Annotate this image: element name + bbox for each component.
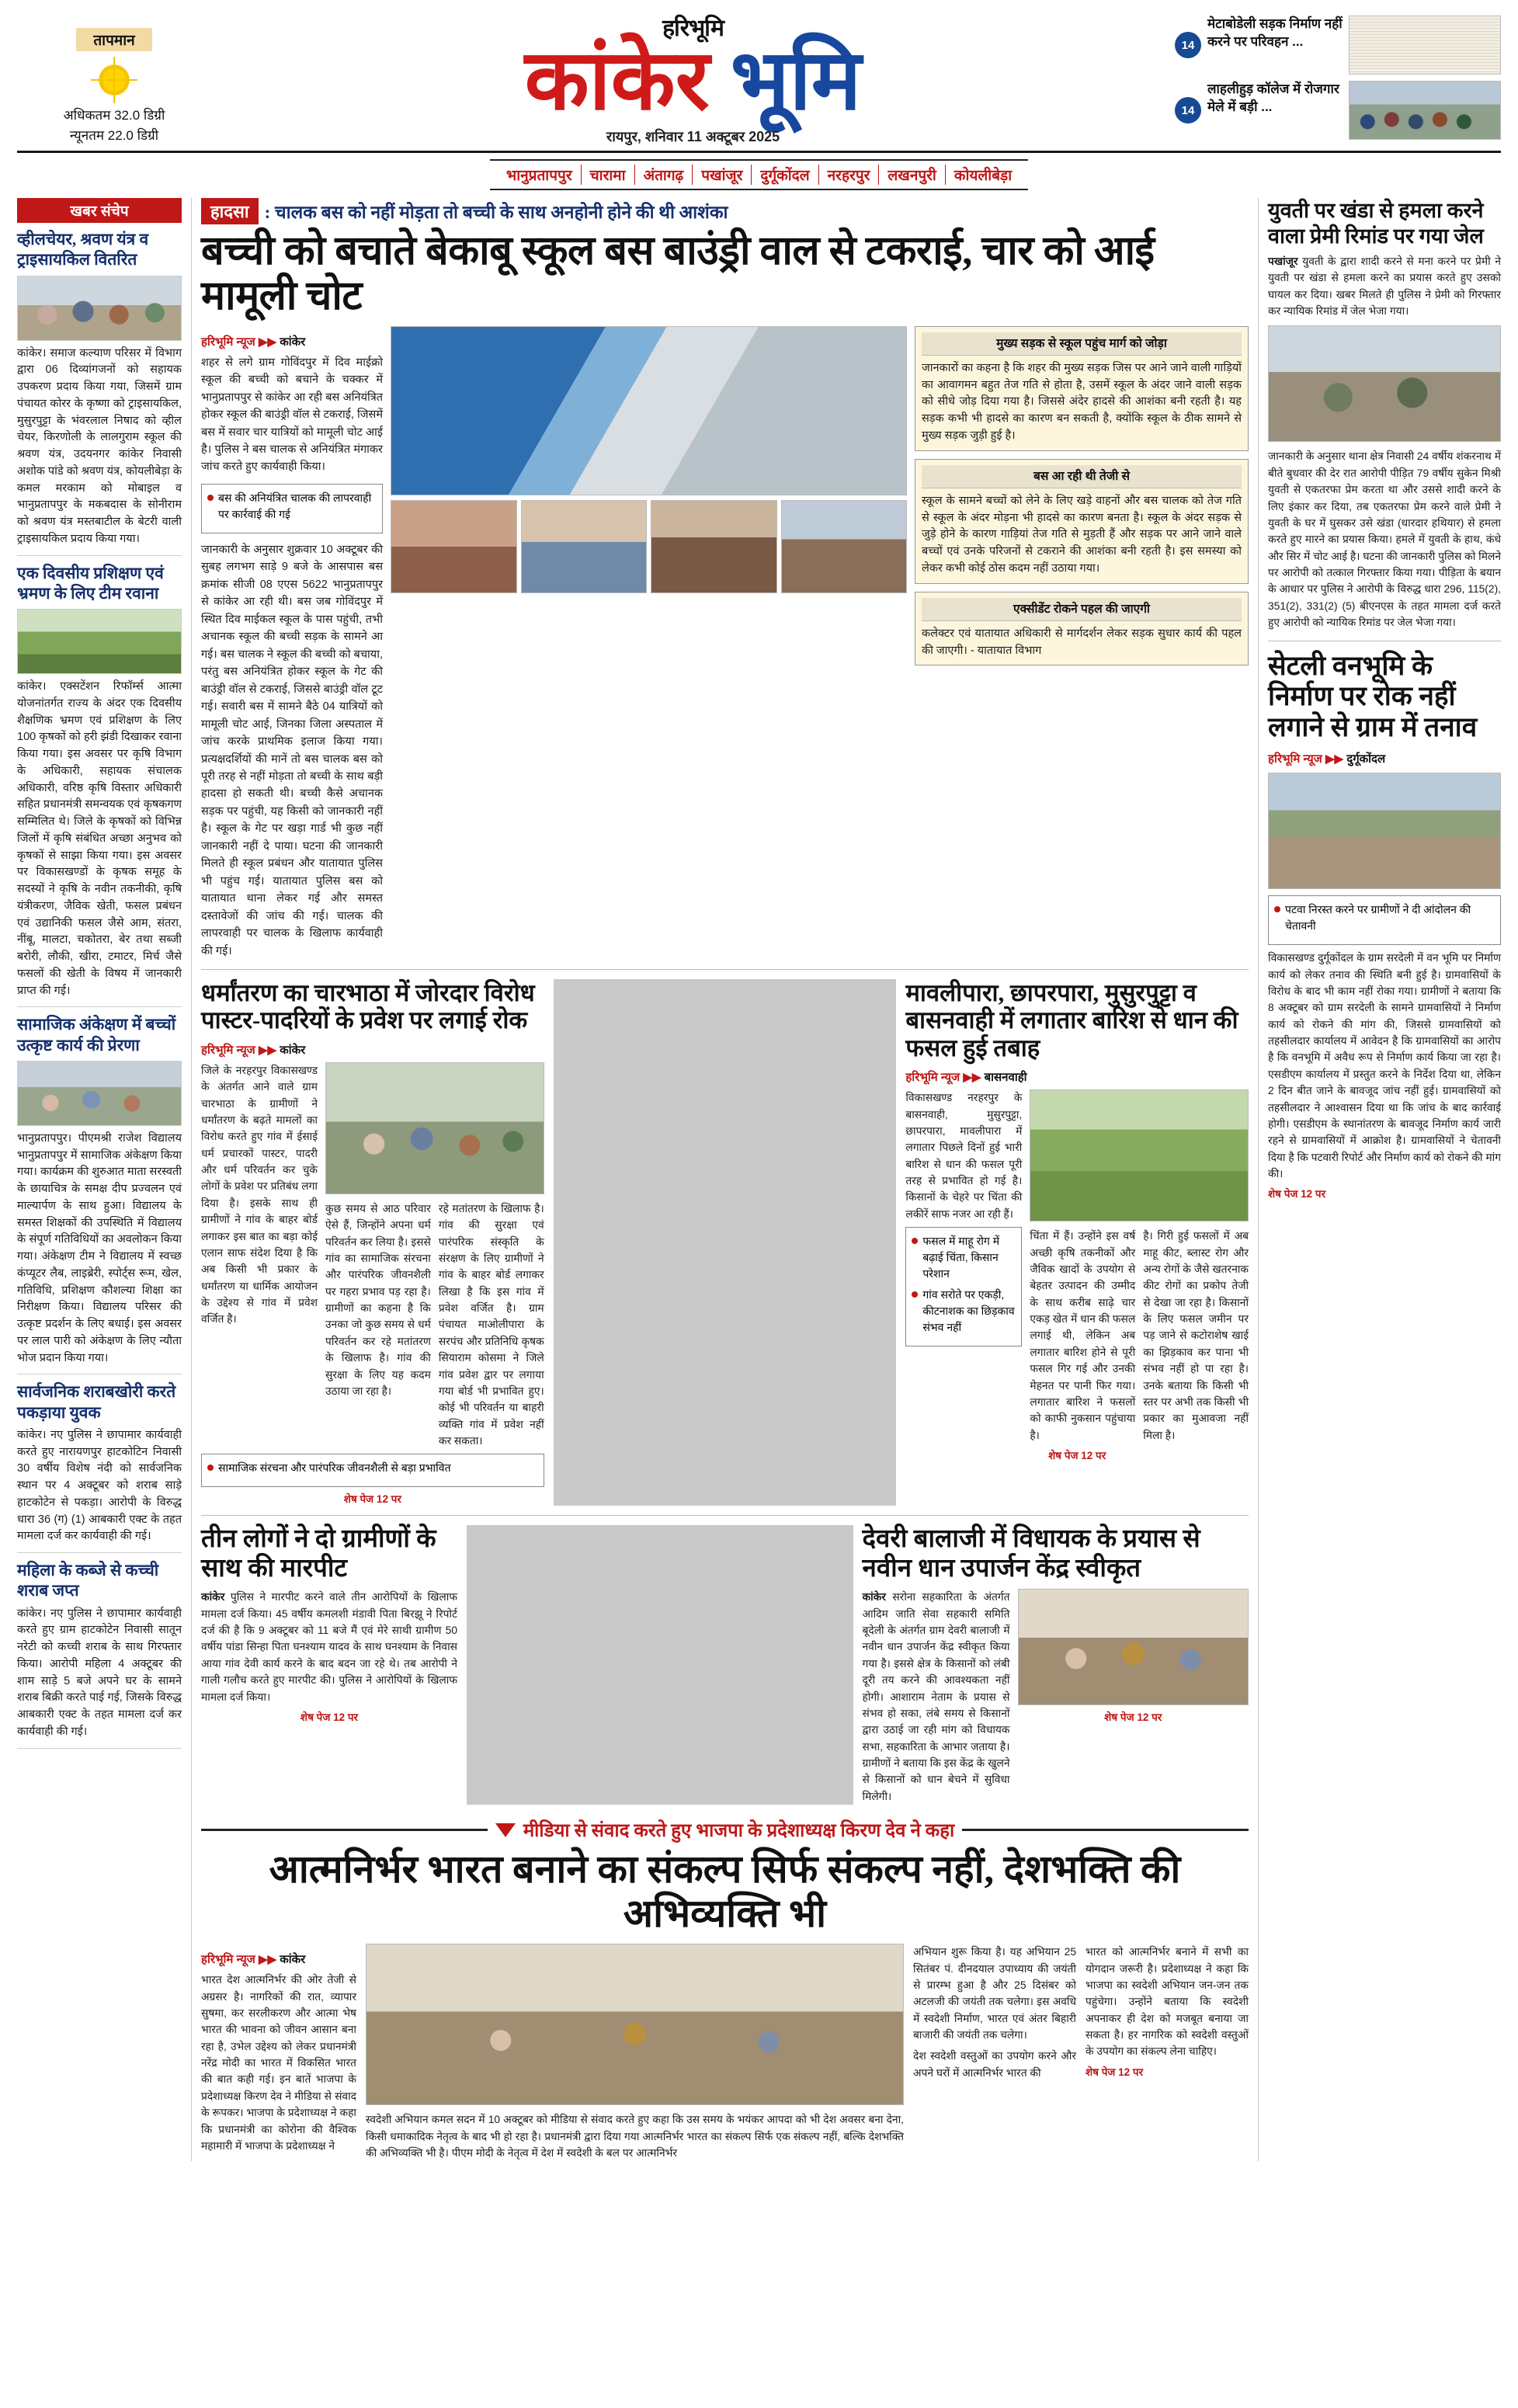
banner-body-col3: देश स्वदेशी वस्तुओं का उपयोग करने और अपने घरों में आत्मनिर्भर भारत की: [913, 2050, 1076, 2079]
byline-place: बासनवाही: [984, 1071, 1027, 1085]
story-body: विकासखण्ड दुर्गूकोंदल के ग्राम सरदेली में वन भूमि पर निर्माण कार्य को लेकर तनाव की स्थिति बनी हुई है। ग्रामवासियों के विरोध के बाद भी काम नहीं रोका गया। ग्रामीणों ने बताया कि 8 अक्टूबर को ग्राम सरदेली के सामने ग्रामवासियों ने निर्माण कार्य को रोकने की मांग की, जिससे ग्रामवासियों को तहसीलदार कार्यालय में आवेदन है कि ग्रामवासियों का आरोप है कि वनभूमि में अवैध रूप से निर्माण कार्य किया जा रहा है। एसडीएम कार्यालय में प्रस्तुत करने के निर्देश दिया था, लेकिन 2 दिन बीत जाने के बावजूद जांच नहीं हुई। ग्रामवासियों को तहसीलदार ने आश्वासन दिया था कि जांच के बाद कार्रवाई होगी। एसडीएम के स्थानांतरण के बावजूद निर्माण कार्य जारी रहने से ग्रामवासियों में आक्रोश है। ग्रामवासियों ने चेतावनी दिया है कि पटवारी रिपोर्ट और निर्माण कार्य को रोकने की मांग की।: [1268, 952, 1501, 1180]
banner-headline: आत्मनिर्भर भारत बनाने का संकल्प सिर्फ संकल्प नहीं, देशभक्ति की अभिव्यक्ति भी: [269, 1847, 1181, 1936]
bullet-dot-icon: [1274, 906, 1280, 912]
byline: [201, 334, 383, 349]
temperature-widget: [17, 14, 211, 145]
side-box-body: जानकारों का कहना है कि शहर की मुख्य सड़क जिस पर आने जाने वाली गाड़ियों का आवागमन बहुत तेज गति से होता है, उसमें स्कूल के अंदर जाने वाली सड़क को सीधे जोड़ दिया गया है। जिससे अंदेर हादसे की आशंका बनी रहती है। यह सड़क कभी भी हादसे का कारण बन सकती है, क्योंकि स्कूल के ठीक सामने से मुख्य सड़क जुड़ी हुई है।: [922, 361, 1242, 442]
story-paddy-damage: [905, 979, 1249, 1506]
story-text: सरोना सहकारिता के अंतर्गत आदिम जाति सेवा सहकारी समिति बूदेली के अंतर्गत ग्राम देवरी बालाजी में नवीन धान उपार्जन केंद्र स्वीकृत किया गया है। इससे क्षेत्र के किसानों को लंबी दूरी तय करने की आवश्यकता नहीं होगी। आशाराम नेताम के प्रयास से संभव हो सका, लंबे समय से किसानों द्वारा उठाई जा रही मांग को विधायक सभा, सहकारिता के आभार जताया है। ग्रामीणों ने बताया कि इस केंद्र के खुलने से किसानों को धान बेचने में सुविधा मिलेगी।: [862, 1591, 1010, 1802]
banner-text: मीडिया से संवाद करते हुए भाजपा के प्रदेशाध्यक्ष किरण देव ने कहा: [523, 1821, 955, 1842]
masthead: [17, 14, 1501, 153]
brief-title: महिला के कब्जे से कच्ची शराब जप्त: [17, 1561, 159, 1600]
story-body-right: रहे मतांतरण के खिलाफ है। गांव की सुरक्षा एवं पारंपरिक संस्कृति के संरक्षण के लिए ग्रामीणों ने गांव के बाहर बोर्ड लगाकर लिखा है कि इस गांव में प्रवेश वर्जित है। ग्राम पंचायत माओलीपारा के सरपंच और प्रतिनिधि कृषक सियाराम कोसमा ने जिले गांव प्रवेश द्वार पर लगाया गया बोर्ड भी प्रभावित हुए। कोई भी परिवर्तन या बाहरी व्यक्ति गांव में प्रवेश नहीं कर सकता।: [438, 1202, 544, 1447]
edition-item[interactable]: लखनपुरी: [879, 165, 945, 185]
story-procurement-center: [863, 1525, 1249, 1805]
edition-item[interactable]: दुर्गूकोंदल: [752, 165, 818, 185]
promo-item[interactable]: [1175, 16, 1501, 75]
story-forest-land-tension: [1268, 651, 1501, 1201]
lead-bullet-box: [201, 484, 383, 533]
brief-item[interactable]: [17, 1381, 182, 1553]
brief-body: भानुप्रतापपुर। पीएमश्री राजेश विद्यालय भानुप्रतापपुर में सामाजिक अंकेक्षण किया गया। कार्यक्रम की शुरुआत माता सरस्वती के छायाचित्र के समक्ष दीप प्रज्वलन एवं माल्यार्पण के साथ हुआ। विद्यालय के समस्त शिक्षकों की उपस्थिति में विद्यालय के संपूर्ण गतिविधियों का अवलोकन किया गया। अंकेक्षण टीम ने विद्यालय में स्वच्छ कंप्यूटर लैब, लाइब्रेरी, स्पोर्ट्स रूम, खेल, गतिविधि, प्रशिक्षण कौशल्या शिक्षा का निरीक्षण किया। विद्यालय परिसर की उत्कृष्ट प्रदर्शन के लिए बधाई। इस अवसर पर लाल पारी को अंकेक्षण के लिए न्यौता भोज प्रदान किया गया।: [17, 1131, 182, 1364]
page-number-badge: 14: [1175, 97, 1201, 123]
page-number-badge: 14: [1175, 32, 1201, 58]
story-place: कांकेर: [862, 1591, 886, 1604]
bullet-text: गांव सरोते पर एकड़ी, कीटनाशक का छिड़काव संभव नहीं: [922, 1288, 1015, 1334]
lead-intro: शहर से लगे ग्राम गोविंदपुर में दिव माईक्रो स्कूल की बच्ची को बचाने के चक्कर में भानुप्रतापपुर से कांकेर आ रही बस अनियंत्रित होकर स्कूल की बाउंड्री वॉल से टकराई, जिसमें बस में सवार चार यात्रियों को मामूली चोट आई है। पुलिस ने बस चालक से अनियंत्रित मंगाकर जांच करते हुए कार्यवाही किया।: [201, 356, 383, 474]
temperature-max: अधिकतम 32.0 डिग्री: [63, 108, 165, 123]
edition-strip: [17, 159, 1501, 190]
byline-paper: हरिभूमि न्यूज: [201, 1043, 255, 1057]
byline-place: कांकेर: [280, 1953, 306, 1967]
bullet-dot-icon: [207, 1465, 214, 1471]
jump-line[interactable]: शेष पेज 12 पर: [1048, 1450, 1106, 1462]
banner-body-col5: भारत को आत्मनिर्भर बनाने में सभी का योगदान जरूरी है। प्रदेशाध्यक्ष ने कहा कि भाजपा का स्वदेशी अभियान जन-जन तक पहुंचेगा। उन्होंने बताया कि स्वदेशी अपनाकर ही देश को मजबूत बनाया जा सकता है। हर नागरिक को स्वदेशी वस्तुओं के उपयोग का संकल्प लेना चाहिए।: [1086, 1946, 1249, 2058]
lead-layout: [201, 326, 1249, 961]
byline-arrow: ▶▶: [963, 1071, 981, 1085]
brand-small-label: हरिभूमि: [662, 16, 724, 41]
lead-headline: बच्ची को बचाते बेकाबू स्कूल बस बाउंड्री वाल से टकराई, चार को आई मामूली चोट: [201, 229, 1155, 319]
injured-person-photo: [521, 500, 648, 593]
byline-arrow: ▶▶: [258, 1043, 277, 1057]
brief-item[interactable]: [17, 563, 182, 1008]
meeting-photo: [1018, 1589, 1249, 1705]
triangle-marker-icon: [495, 1823, 516, 1837]
brief-title: सामाजिक अंकेक्षण में बच्चों उत्कृष्ट कार्य की प्रेरणा: [17, 1015, 176, 1055]
column-divider: [554, 979, 897, 1506]
lead-kicker: [201, 198, 1249, 224]
jump-line[interactable]: शेष पेज 12 पर: [300, 1711, 359, 1723]
promo-item[interactable]: [1175, 81, 1501, 140]
byline: [905, 1069, 1249, 1085]
story-bullet-box: [905, 1227, 1022, 1346]
story-conversion: [201, 979, 544, 1506]
injured-person-photo: [391, 500, 517, 593]
promo-thumbnail: [1349, 81, 1501, 140]
story-headline: सेटली वनभूमि के निर्माण पर रोक नहीं लगाने से ग्राम में तनाव: [1268, 650, 1478, 743]
bus-accident-photo: [391, 326, 907, 495]
brief-body: कांकेर। नए पुलिस ने छापामार कार्यवाही करते हुए नारायणपुर हाटकोटिन निवासी 30 वर्षीय विशेष नंदी को सार्वजनिक स्थान पर 4 अक्टूबर को शराब साड़े हाटकोटेन से पकड़ा। आरोपी के विरुद्ध धारा 36 (ग) (1) आबकारी एक्ट के तहत मामला दर्ज कर कार्यवाही की गई।: [17, 1428, 182, 1543]
small-stories-row: [201, 1525, 1249, 1805]
brand-part-one: कांकेर: [524, 35, 710, 127]
jump-line[interactable]: शेष पेज 12 पर: [1086, 2066, 1144, 2078]
column-divider: [191, 198, 192, 2161]
banner-body-col2: अभियान शुरू किया है। यह अभियान 25 सितंबर पं. दीनदयाल उपाध्याय की जयंती से प्रारम्भ हुआ है और 25 दिसंबर को अटलजी की जयंती तक चलेगा। इस अवधि में स्वदेशी निर्माण, भारत एवं अंतर बिहारी बाजारी की जयंती तक चलेगा।: [913, 1946, 1076, 2041]
byline-place: कांकेर: [280, 1043, 306, 1057]
side-box-body: कलेक्टर एवं यातायात अधिकारी से मार्गदर्शन लेकर सड़क सुधार कार्य की पहल की जाएगी। - यातायात विभाग: [922, 627, 1242, 657]
bullet-text: सामाजिक संरचना और पारंपरिक जीवनशैली से बड़ा प्रभावित: [218, 1461, 451, 1475]
kicker-tag: हादसा: [201, 198, 259, 224]
story-body: [1268, 253, 1501, 320]
story-headline: देवरी बालाजी में विधायक के प्रयास से नवीन धान उपार्जन केंद्र स्वीकृत: [862, 1525, 1200, 1583]
story-body-left: विकासखण्ड नरहरपुर के बासनवाही, मुसुरपुट्टा, छापरपारा, मावलीपारा में लगातार पिछले दिनों हुई भारी बारिश से धान की फसल पूरी तरह से प्रभावित हो गई है। किसानों के चेहरे पर चिंता की लकीरें साफ नजर आ रही हैं।: [905, 1092, 1023, 1220]
jump-line[interactable]: शेष पेज 12 पर: [1104, 1711, 1162, 1724]
brief-item[interactable]: [17, 1014, 182, 1374]
story-body-left: जिले के नरहरपुर विकासखण्ड के अंतर्गत आने वाले ग्राम चारभाठा के ग्रामीणों ने धर्मांतरण के बढ़ते मामलों का विरोध करते हुए गांव में ईसाई धर्म प्रचारकों पास्टर, पादरी और धर्म परिवर्तन कर चुके लोगों के प्रवेश पर प्रतिबंध लगा दिया है। इसके साथ ही ग्रामीणों ने गांव के बाहर बोर्ड लगाकर इस बात का बड़ा कोई एलान साफ संदेश दिया है कि अब किसी भी प्रकार के धर्मांतरण या धार्मिक आयोजन के उद्देश्य से गांव में प्रवेश वर्जित है।: [201, 1064, 318, 1326]
story-headline: तीन लोगों ने दो ग्रामीणों के साथ की मारपीट: [201, 1525, 436, 1583]
right-rail: [1268, 198, 1501, 1201]
promo-thumbnail: [1349, 16, 1501, 75]
banner-body-col4: स्वदेशी अभियान कमल सदन में 10 अक्टूबर को मीडिया से संवाद करते हुए कहा कि उस समय के भयंकर आपदा को भी देश अवसर बना देना, किसी धमाकादिक नेतृत्व के बाद भी हो रहा है। प्रधानमंत्री द्वारा दिया गया आत्मनिर्भर भारत का संकल्प सिर्फ एक संकल्प नहीं, बल्कि देशभक्ति की अभिव्यक्ति भी है। पीएम मोदी के नेतृत्व में देश में स्वदेशी के बल पर आत्मनिर्भर: [366, 2114, 904, 2159]
byline-place: कांकेर: [280, 335, 306, 349]
story-bullet-box: [201, 1454, 544, 1487]
edition-item[interactable]: पखांजूर: [693, 165, 752, 185]
byline: [201, 1951, 356, 1967]
byline-place: दुर्गूकोंदल: [1346, 752, 1386, 766]
edition-item[interactable]: कोयलीबेड़ा: [954, 168, 1013, 185]
newspaper-title: [211, 14, 1175, 146]
brief-title: व्हीलचेयर, श्रवण यंत्र व ट्राइसायकिल वितरित: [17, 230, 149, 269]
brand-main-label: [211, 35, 1175, 127]
dateline: रायपुर, शनिवार 11 अक्टूबर 2025: [606, 129, 780, 145]
brief-title: सार्वजनिक शराबखोरी करते पकड़ाया युवक: [17, 1382, 176, 1422]
brand-part-two: भूमि: [730, 35, 862, 127]
banner-rule-right: [962, 1829, 1249, 1831]
story-body-mid: कुछ समय से आठ परिवार ऐसे हैं, जिन्होंने अपना धर्म परिवर्तन कर लिया है। इससे गांव का सामाजिक संरचना और पारंपरिक जीवनशैली पर गहरा प्रभाव पड़ रहा है। ग्रामीणों का कहना है कि उनका जो कुछ समय से धर्म परिवर्तन कर रहे मतांतरण के खिलाफ है। गांव की सुरक्षा के लिए यह कदम उठाया जा रहा है।: [325, 1202, 431, 1397]
brief-photo: [17, 609, 182, 674]
section-divider: [201, 969, 1249, 970]
brief-item[interactable]: [17, 1560, 182, 1749]
promo-teasers: [1175, 14, 1501, 146]
bullet-text: बस की अनियंत्रित चालक की लापरवाही पर कार्रवाई की गई: [218, 491, 372, 520]
brief-body: कांकेर। समाज कल्याण परिसर में विभाग द्वारा 06 दिव्यांगजनों को सहायक उपकरण प्रदाय किया गया, जिसमें ग्राम पंचायत कोरर के कृष्णा को ट्राइसायकिल, मुसुरपुट्टा के भंवरलाल निषाद को व्हील चेयर, किरणोली के लालगुराम स्कूल की श्रवण यंत्र, उदयनगर कांकेर निवासी अशोक पांडे को श्रवण यंत्र, कोयलीबेड़ा के कमल मरकाम को मोबाइल व भानुप्रतापपुर के मकबदास के सोनीराम को श्रवण यंत्र मस्तबाटील के बेटरी वाली ट्राइसायकिल प्रदाय किया गया।: [17, 346, 182, 545]
banner-body-col1: भारत देश आत्मनिर्भर की ओर तेजी से अग्रसर है। नागरिकों की रात, व्यापार सुषमा, कर सरलीकरण और आत्मा भेष भारत की भावना को जीवन आसान बना रहा है, उभेल उद्देश्य को लेकर प्रधानमंत्री नरेंद्र मोदी का भारत में विकसित भारत की बात कही गई। इन बातें भाजपा के प्रदेशाध्यक्ष किरण देव ने मीडिया से संवाद के रूपकर। भाजपा के प्रदेशाध्यक्ष ने कहा कि प्रधानमंत्री का कोरोना की वैश्विक महामारी में भाजपा के प्रदेशाध्यक्ष ने: [201, 1974, 356, 2152]
story-text: युवती के द्वारा शादी करने से मना करने पर प्रेमी ने युवती पर खंडा से हमला करने का प्रयास करते हुए उसको घायल कर दिया। खबर मिलते ही पुलिस ने प्रेमी को गिरफ्तार कर न्यायिक रिमांड में जेल भेजा गया।: [1268, 255, 1502, 318]
story-headline: मावलीपारा, छापरपारा, मुसुरपुट्टा व बासनवाही में लगातार बारिश से धान की फसल हुई तबाह: [905, 979, 1238, 1062]
brief-title: एक दिवसीय प्रशिक्षण एवं भ्रमण के लिए टीम रवाना: [17, 563, 164, 603]
edition-item[interactable]: चारामा: [582, 165, 635, 185]
story-text: पुलिस ने मारपीट करने वाले तीन आरोपियों के खिलाफ मामला दर्ज किया। 45 वर्षीय कमलशी मंडावी पिता बिरझू ने रिपोर्ट दर्ज की है कि 9 अक्टूबर को 11 बजे मैं एवं मेरे साथी ग्रामीण 50 वर्षीय पांडा सिन्हा पिता घनश्याम यादव के साथ घनश्याम के निवास आया गांव देवी कार्य करने के बाद बदन जा रहे थे। तब आरोपी ने गाली गलौच करते हुए मारपीट की। पुलिस ने आरोपियों के खिलाफ मामला दर्ज किया।: [201, 1591, 457, 1703]
protest-photo: [325, 1062, 544, 1194]
injured-person-photo: [651, 500, 777, 593]
edition-item[interactable]: नरहरपुर: [819, 165, 880, 185]
story-headline: युवती पर खंडा से हमला करने वाला प्रेमी रिमांड पर गया जेल: [1268, 199, 1484, 248]
story-body-continued: जानकारी के अनुसार थाना क्षेत्र निवासी 24 वर्षीय शंकरनाथ में बीते बुधवार की देर रात आरोपी पीड़ित 79 वर्षीय सुकेन मिश्री युवती से एकतरफा प्रेम करता था और उससे शादी करने के लिए इंकार कर दिया, तब एकतरफा प्रेम करने वाले प्रेमी ने युवती के घर में घुसकर उसे खंडा (धारदार हथियार) से हमला करते हुए मारने का प्रयास किया। हमले में युवती के हाथ, कंधे और सिर में चोट आई है। घटना की जानकारी पुलिस को मिलने पर आरोपी को तत्काल गिरफ्तार किया गया। पीड़िता के बयान के आधार पर पुलिस ने आरोपी के विरुद्ध धारा 296, 115(2), 351(2), 331(2) (5) बीएनएस के तहत मामला दर्ज करते हुए आरोपी को न्यायिक रिमांड पर जेल भेजा गया।: [1268, 450, 1501, 629]
brief-body: कांकेर। नए पुलिस ने छापामार कार्यवाही करते हुए ग्राम हाटकोटेन निवासी सातून नरेटी को कच्ची शराब के साथ गिरफ्तार किया। आरोपी महिला 4 अक्टूबर की शाम साड़े 5 बजे अपने घर के सामने शराब बिक्री करते पाई गई, जिसके विरुद्ध आबकारी एक्ट के तहत मामला दर्ज कर कार्यवाही की गई।: [17, 1607, 182, 1738]
lead-body-continued: जानकारी के अनुसार शुक्रवार 10 अक्टूबर की सुबह लगभग साड़े 9 बजे के आसपास बस क्रमांक सीजी 08 एएस 5622 भानुप्रतापपुर से कांकेर आ रही थी। बस जब गोविंदपुर में स्थित दिव माईकल स्कूल के पास पहुंची, तभी अचानक स्कूल की बच्ची सड़क के सामने आ गई। बस चालक ने स्कूल की बच्ची को बचाया, परंतु बस अनियंत्रित होकर स्कूल के गेट की बाउंड्री वॉल से टकराई, जिससे बाउंड्री वॉल टूट गई। सवारी बस में सामने बैठे 04 यात्रियों को मामूली चोट आई, जिनका जिला अस्पताल में जांच करके प्राथमिक इलाज किया गया। प्रत्यक्षदर्शियों की मानें तो बस चालक बस को पूरी तरह से नहीं मोड़ता तो बच्ची के साथ बड़ी हादसा हो सकती थी। बच्ची कैसे अचानक सड़क पर पहुंची, यह किसी को जानकारी नहीं है। स्कूल के गेट पर खड़ा गार्ड भी कुछ नहीं जानकारी नहीं दे पाया। घटना की जानकारी मिलते ही स्कूल प्रबंधन और यातायात पुलिस भी पहुंच गई। यातायात पुलिस बस को यातायात थाना लेकर गई और समस्त दस्तावेजों की जांच की गई। चालक की लापरवाही पर चालक के खिलाफ कार्यवाही की गई।: [201, 543, 383, 957]
kicker-text: : चालक बस को नहीं मोड़ता तो बच्ची के साथ अनहोनी होने की थी आशंका: [264, 203, 728, 223]
side-box-road: [915, 326, 1249, 451]
promo-headline: लाहलीहुड़ कॉलेज में रोजगार मेले में बड़ी ...: [1207, 82, 1339, 114]
byline-paper: हरिभूमि न्यूज: [201, 1953, 255, 1967]
section-divider: [201, 1515, 1249, 1516]
story-place: कांकेर: [201, 1591, 225, 1604]
rail-heading: खबर संचेप: [17, 198, 182, 223]
brief-item[interactable]: [17, 229, 182, 556]
mid-stories-row: [201, 979, 1249, 1506]
lead-sidebar-boxes: [915, 326, 1249, 961]
story-headline: धर्मांतरण का चारभाठा में जोरदार विरोध पास्टर-पादरियों के प्रवेश पर लगाई रोक: [201, 979, 535, 1034]
byline-arrow: ▶▶: [258, 335, 277, 349]
sun-icon: [96, 62, 132, 98]
banner-strip: [201, 1817, 1249, 1843]
byline-paper: हरिभूमि न्यूज: [905, 1071, 960, 1085]
police-photo: [1268, 325, 1501, 442]
byline-paper: हरिभूमि न्यूज: [1268, 752, 1322, 766]
photo-strip: [391, 500, 907, 593]
edition-item[interactable]: भानुप्रतापपुर: [498, 165, 582, 185]
story-place: पखांजूर: [1268, 255, 1298, 267]
brief-photo: [17, 1061, 182, 1126]
lead-photo-column: [391, 326, 907, 961]
story-bullet-box: [1268, 895, 1501, 945]
byline-paper: हरिभूमि न्यूज: [201, 335, 255, 349]
side-box-body: स्कूल के सामने बच्चों को लेने के लिए खड़े वाहनों और बस चालक को तेज गति से स्कूल के अंदर मोड़ना भी हादसे का कारण बनता है। स्कूल के अंदर सड़क से जुड़े होने के कारण गाड़ियां तेज गति से मुड़ती हैं और सड़क पर आने जाने वाले बच्चों एवं उनके परिजनों से टकराने की आशंका बनी रहती है। इस समस्या को लेकर कभी कोई ठोस कदम नहीं उठाया गया।: [922, 494, 1242, 575]
bullet-text: फसल में माहू रोग में बढ़ाई चिंता, किसान परेशान: [922, 1235, 1000, 1280]
paddy-field-photo: [1030, 1089, 1249, 1221]
injured-person-photo: [781, 500, 908, 593]
byline-arrow: ▶▶: [1325, 752, 1344, 766]
lead-left-column: [201, 326, 383, 961]
side-box-title: मुख्य सड़क से स्कूल पहुंच मार्ग को जोड़ा: [922, 332, 1242, 356]
byline: [1268, 751, 1501, 766]
bullet-dot-icon: [912, 1291, 918, 1298]
brief-body: कांकेर। एक्सटेंशन रिफॉर्म्स आत्मा योजनांतर्गत राज्य के अंदर एक दिवसीय शैक्षणिक भ्रमण एवं प्रशिक्षण के लिए 100 कृषकों को हरी झंडी दिखाकर रवाना किया गया। इस अवसर पर कृषि विभाग के अधिकारी, सहायक संचालक अधिकारी, वरिष्ठ कृषि विस्तार अधिकारी सहित प्रधानमंत्री समन्वयक एवं कृषकगण सम्मिलित थे। जिले के कृषकों को विभिन्न जिलों में कृषि संबंधित अच्छा अनुभव को कृषकों से साझा किया गया। इस अवसर पर विकासखण्डों के कृषक समूह के सदस्यों ने कृषि के नवीन तकनीकी, कृषि यंत्रीकरण, जैविक खेती, फसल प्रबंधन एवं उद्यानिकी फसल जैसे आम, संतरा, नींबू, मालटा, चकोतरा, बेर तथा सब्जी बरोरी, लौकी, खीरा, टमाटर, मिर्च जैसे फसलों की खेती के विषय में जानकारी प्राप्त की गई।: [17, 680, 182, 997]
story-attack-arrest: [1268, 198, 1501, 631]
side-box-speed: [915, 459, 1249, 584]
edition-list: [490, 159, 1028, 190]
temperature-min: न्यूनतम 22.0 डिग्री: [69, 127, 159, 143]
side-box-action: [915, 592, 1249, 666]
road-construction-photo: [1268, 773, 1501, 889]
story-body: [863, 1589, 1010, 1805]
promo-headline: मेटाबोडेली सड़क निर्माण नहीं करने पर परिवहन ...: [1207, 16, 1343, 49]
temperature-label: तापमान: [76, 28, 151, 51]
banner-story-body: [201, 1944, 1249, 2161]
story-body-mid: चिंता में हैं। उन्होंने इस वर्ष अच्छी कृषि तकनीकों और जैविक खादों के उपयोग से बेहतर उत्पादन की उम्मीद के साथ करीब साढ़े चार एकड़ खेत में धान की फसल लगाई थी, लेकिन अब लगातार बारिश होने से पूरी फसल गिर गई और उनकी मेहनत पर पानी फिर गया। लगातार बारिश ने फसलों को काफी नुकसान पहुंचाया है।: [1030, 1230, 1136, 1441]
main-content: [201, 198, 1249, 2161]
news-brief-rail: [17, 198, 182, 1756]
lead-story: [201, 198, 1249, 960]
story-body-right: है। गिरी हुई फसलों में अब माहू कीट, ब्लास्ट रोग और अन्य रोगों के जैसे खतरनाक कीट रोगों का प्रकोप तेजी से देखा जा रहा है। किसानों के लिए फसल जमीन पर पड़ जाने से कटोराशेष खाई का झिड़काव कर पाना भी संभव नहीं हो पा रहा है। उनके बताया कि किसी भी स्तर पर अभी तक किसी भी प्रकार का मुआवजा नहीं मिला है।: [1143, 1230, 1249, 1441]
bullet-dot-icon: [207, 495, 214, 501]
brief-photo: [17, 276, 182, 341]
edition-item[interactable]: अंतागढ़: [635, 165, 693, 185]
jump-line[interactable]: शेष पेज 12 पर: [343, 1493, 401, 1506]
bullet-dot-icon: [912, 1238, 918, 1244]
press-conference-photo: [366, 1944, 904, 2105]
side-box-title: एक्सीडेंट रोकने पहल की जाएगी: [922, 598, 1242, 621]
jump-line[interactable]: शेष पेज 12 पर: [1268, 1188, 1326, 1201]
byline: [201, 1042, 544, 1058]
story-assault: [201, 1525, 457, 1805]
banner-rule-left: [201, 1829, 488, 1831]
side-box-title: बस आ रही थी तेजी से: [922, 465, 1242, 488]
page-body: [17, 198, 1501, 2161]
bullet-text: पटवा निरस्त करने पर ग्रामीणों ने दी आंदोलन की चेतावनी: [1285, 903, 1471, 933]
byline-arrow: ▶▶: [258, 1953, 277, 1967]
column-divider: [1258, 198, 1259, 2161]
story-body: [201, 1589, 457, 1705]
column-divider: [467, 1525, 853, 1805]
